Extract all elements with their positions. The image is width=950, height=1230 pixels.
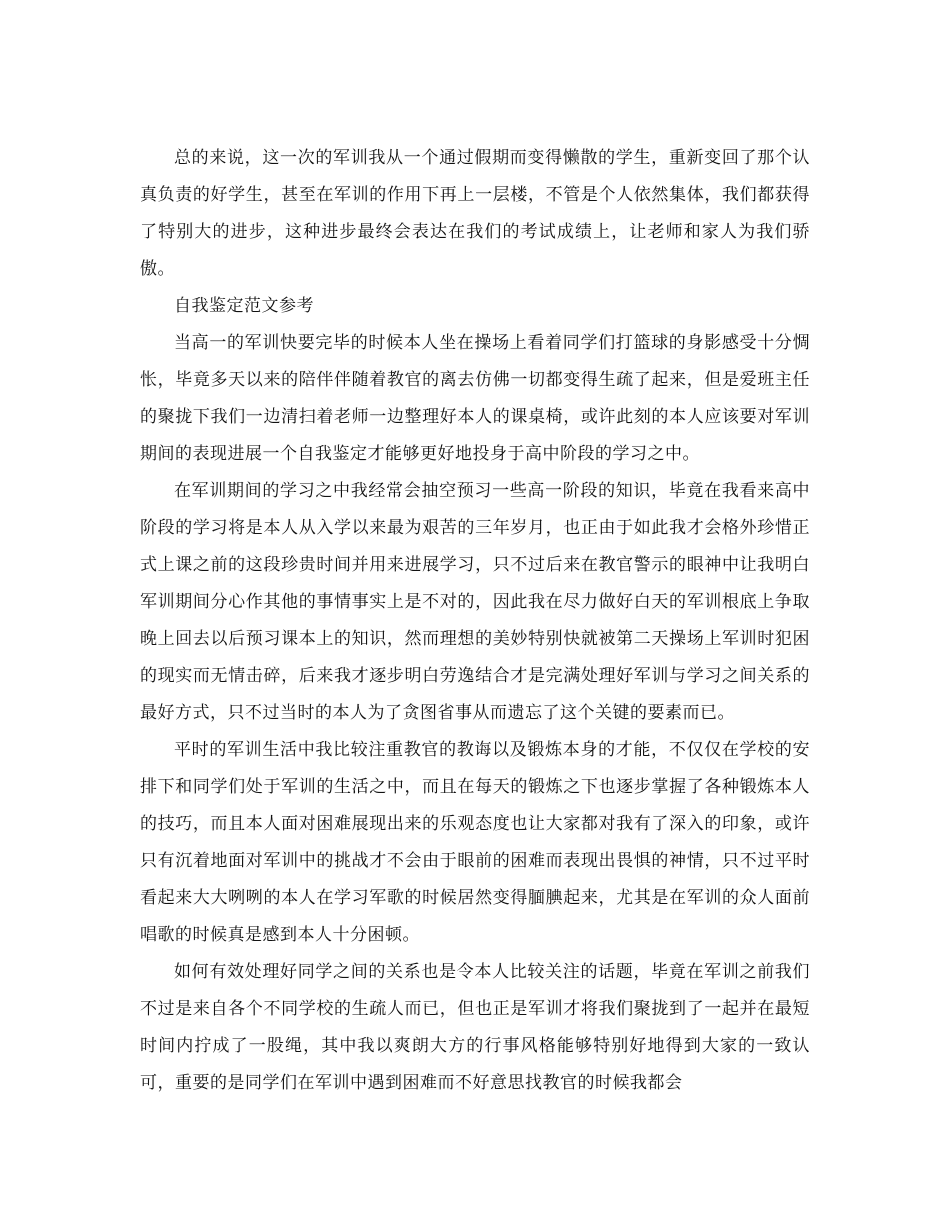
document-page bbox=[140, 140, 810, 1102]
paragraph-training: 平时的军训生活中我比较注重教官的教诲以及锻炼本身的才能，不仅仅在学校的安排下和同学们处于军训的生活之中，而且在每天的锻炼之下也逐步掌握了各种锻炼本人的技巧，而且本人面对困难展现出来的乐观态度也让大家都对我有了深入的印象，或许只有沉着地面对军训中的挑战才不会由于眼前的困难而表现出畏惧的神情，只不过平时看起来大大咧咧的本人在学习军歌的时候居然变得腼腆起来，尤其是在军训的众人面前唱歌的时候真是感到本人十分困顿。 bbox=[140, 740, 810, 945]
section-heading: 自我鉴定范文参考 bbox=[174, 296, 314, 316]
paragraph-relationships: 如何有效处理好同学之间的关系也是令本人比较关注的话题，毕竟在军训之前我们不过是来自各个不同学校的生疏人而已，但也正是军训才将我们聚拢到了一起并在最短时间内拧成了一股绳，其中我以爽朗大方的行事风格能够特别好地得到大家的一致认可，重要的是同学们在军训中遇到困难而不好意思找教官的时候我都会 bbox=[140, 962, 810, 1093]
paragraph-study: 在军训期间的学习之中我经常会抽空预习一些高一阶段的知识，毕竟在我看来高中阶段的学习将是本人从入学以来最为艰苦的三年岁月，也正由于如此我才会格外珍惜正式上课之前的这段珍贵时间并用来进展学习，只不过后来在教官警示的眼神中让我明白军训期间分心作其他的事情事实上是不对的，因此我在尽力做好白天的军训根底上争取晚上回去以后预习课本上的知识，然而理想的美妙特别快就被第二天操场上军训时犯困的现实而无情击碎，后来我才逐步明白劳逸结合才是完满处理好军训与学习之间关系的最好方式，只不过当时的本人为了贪图省事从而遗忘了这个关键的要素而已。 bbox=[140, 481, 810, 723]
paragraph-summary: 总的来说，这一次的军训我从一个通过假期而变得懒散的学生，重新变回了那个认真负责的好学生，甚至在军训的作用下再上一层楼，不管是个人依然集体，我们都获得了特别大的进步，这种进步最终会表达在我们的考试成绩上，让老师和家人为我们骄傲。 bbox=[140, 148, 810, 279]
paragraph-intro: 当高一的军训快要完毕的时候本人坐在操场上看着同学们打篮球的身影感受十分惆怅，毕竟多天以来的陪伴伴随着教官的离去仿佛一切都变得生疏了起来，但是爱班主任的聚拢下我们一边清扫着老师一边整理好本人的课桌椅，或许此刻的本人应该要对军训期间的表现进展一个自我鉴定才能够更好地投身于高中阶段的学习之中。 bbox=[140, 333, 810, 464]
